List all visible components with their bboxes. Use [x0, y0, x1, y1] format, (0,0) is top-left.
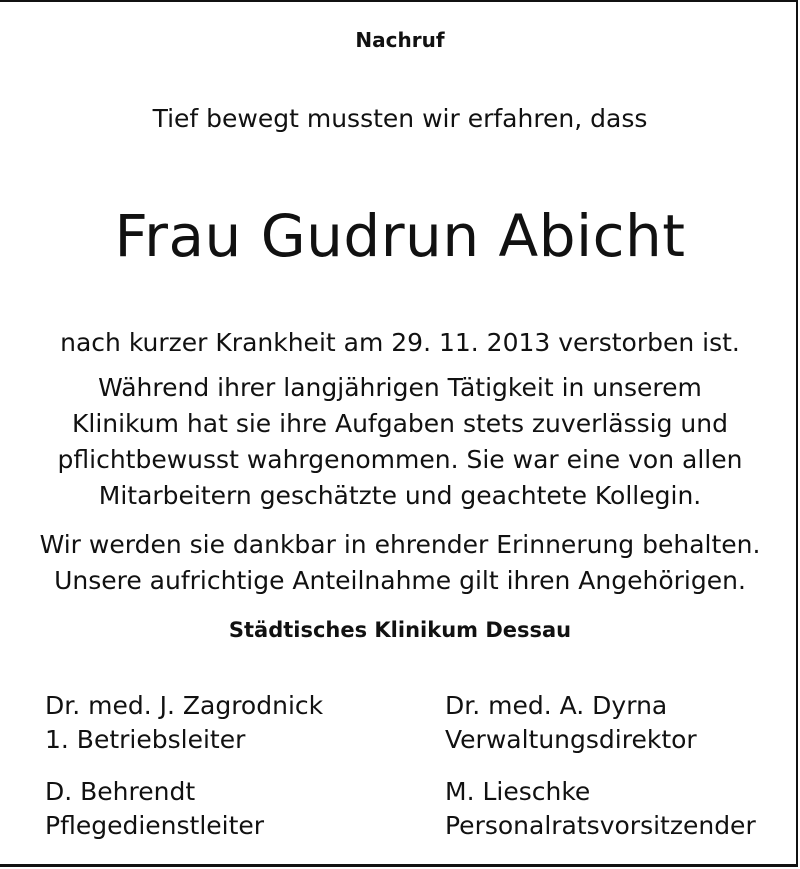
- death-notice: nach kurzer Krankheit am 29. 11. 2013 verstorben ist.: [60, 328, 740, 357]
- signatory: [445, 775, 756, 843]
- remembrance-paragraph: [0, 527, 800, 599]
- tribute-paragraph: [0, 370, 800, 514]
- signatory-name: D. Behrendt: [45, 777, 196, 806]
- signatory-title: Verwaltungsdirektor: [445, 725, 697, 754]
- signatory-title: 1. Betriebsleiter: [45, 725, 246, 754]
- remembrance-line: Wir werden sie dankbar in ehrender Erinnerung behalten.: [39, 530, 761, 559]
- signatory: [45, 689, 323, 757]
- signatory: [445, 689, 697, 757]
- tribute-line: Während ihrer langjährigen Tätigkeit in unserem: [98, 373, 702, 402]
- signatory-title: Pflegedienstleiter: [45, 811, 265, 840]
- signatory: [45, 775, 264, 843]
- remembrance-line: Unsere aufrichtige Anteilnahme gilt ihren Angehörigen.: [54, 566, 746, 595]
- organization-name: Städtisches Klinikum Dessau: [228, 618, 572, 642]
- signatory-title: Personalratsvorsitzender: [445, 811, 756, 840]
- tribute-line: Klinikum hat sie ihre Aufgaben stets zuverlässig und: [71, 409, 728, 438]
- tribute-line: pflichtbewusst wahrgenommen. Sie war eine von allen: [57, 445, 743, 474]
- signatory-name: Dr. med. A. Dyrna: [445, 691, 668, 720]
- tribute-line: Mitarbeitern geschätzte und geachtete Kollegin.: [98, 481, 702, 510]
- deceased-name: Frau Gudrun Abicht: [114, 202, 686, 270]
- signatory-name: M. Lieschke: [445, 777, 591, 806]
- notice-heading: Nachruf: [355, 28, 445, 52]
- intro-text: Tief bewegt mussten wir erfahren, dass: [152, 104, 648, 133]
- signatory-name: Dr. med. J. Zagrodnick: [45, 691, 324, 720]
